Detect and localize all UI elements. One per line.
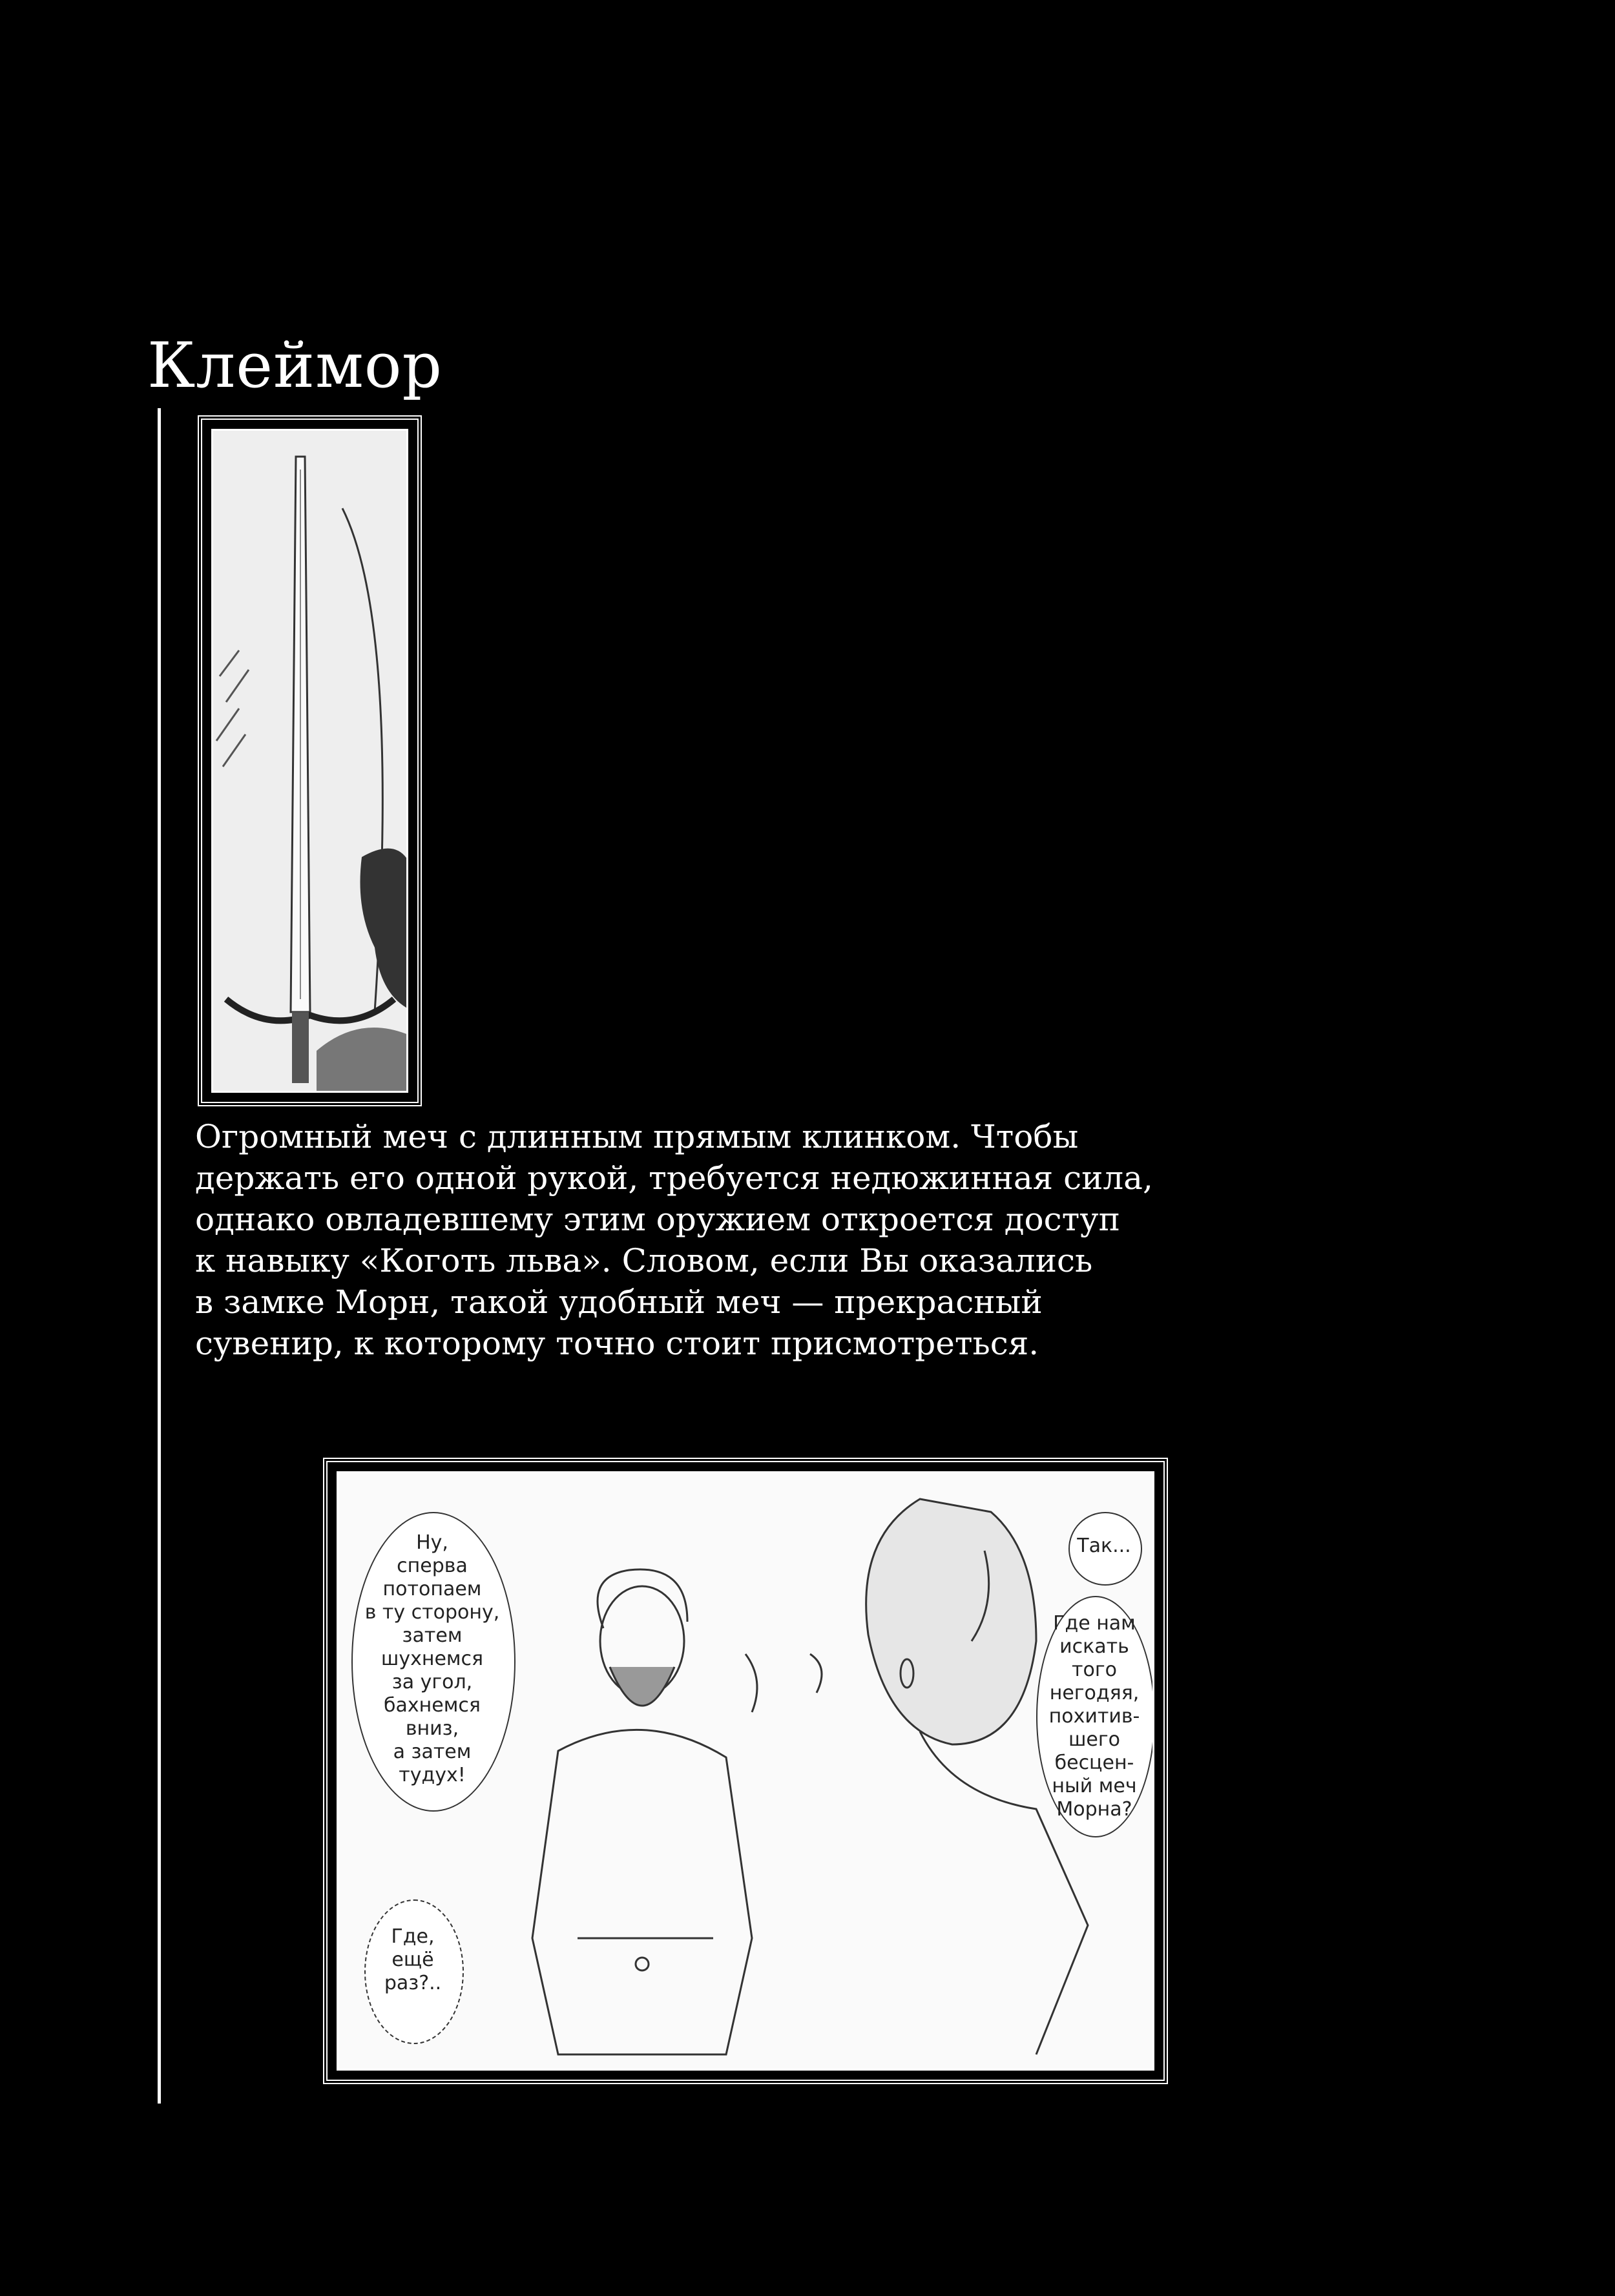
sword-illustration [211, 429, 408, 1093]
description-line: сувенир, к которому точно стоит присмотреться. [195, 1325, 1039, 1362]
sword-illustration-frame [198, 415, 422, 1106]
speech-bubble-left-text: Ну, сперва потопаем в ту сторону, затем шухнемся за угол, бахнемся вниз, а затем тудух! [364, 1531, 500, 1786]
comic-panel-frame [323, 1458, 1168, 2084]
description-line: в замке Морн, такой удобный меч — прекрасный [195, 1283, 1043, 1321]
description-line: однако овладевшему этим оружием откроется доступ [195, 1201, 1121, 1238]
vertical-divider [158, 408, 161, 2104]
speech-bubble-bottom-text: Где, ещё раз?.. [384, 1925, 442, 1994]
page-title: Клеймор [147, 329, 443, 402]
description-line: держать его одной рукой, требуется недюжинная сила, [195, 1159, 1153, 1197]
description [195, 1116, 1229, 1364]
claymore-sword-illustration [213, 431, 408, 1093]
speech-bubble-right-top-text: Так... [1077, 1535, 1131, 1557]
speech-bubble-right-text: Где нам искать того негодяя, похитив- шего бесцен- ный меч Морна? [1048, 1612, 1140, 1821]
description-line: Огромный меч с длинным прямым клинком. Чтобы [195, 1118, 1079, 1155]
description-line: к навыку «Коготь льва». Словом, если Вы оказались [195, 1242, 1093, 1279]
comic-panel [337, 1471, 1154, 2071]
